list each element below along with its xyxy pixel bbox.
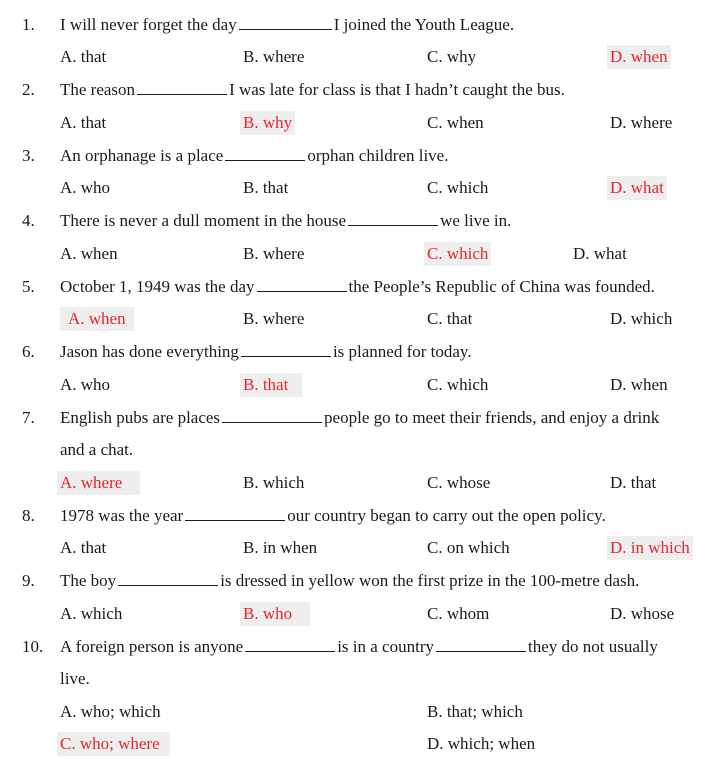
question-10-options-row-1 [0,697,721,727]
option-b[interactable]: B. in when [243,538,318,557]
stem-text: is in a country [337,637,434,656]
option-c[interactable]: C. that [427,309,473,328]
option-c[interactable]: C. which [427,178,489,197]
question-10-stem [0,632,721,662]
question-3-options [0,173,721,203]
option-b-answer[interactable]: B. why [240,111,295,135]
option-a[interactable]: A. who [60,375,111,394]
answer-blank [348,209,438,226]
answer-blank [137,78,227,95]
question-number: 7. [22,408,35,427]
question-number: 2. [22,80,35,99]
option-d[interactable]: D. that [610,473,657,492]
answer-blank [257,275,347,292]
option-b[interactable]: B. where [243,244,305,263]
question-number: 3. [22,146,35,165]
option-b[interactable]: B. where [243,47,305,66]
option-b-answer[interactable]: B. who [240,602,310,626]
option-a-answer[interactable]: A. when [60,307,134,331]
question-6-options [0,370,721,400]
question-4-options [0,239,721,269]
option-b-answer[interactable]: B. that [240,373,302,397]
option-d[interactable]: D. what [573,244,627,263]
answer-blank [225,144,305,161]
question-2-options [0,108,721,138]
option-c[interactable]: C. which [427,375,489,394]
question-7-options [0,468,721,498]
option-b[interactable]: B. where [243,309,305,328]
option-a[interactable]: A. who; which [60,702,161,721]
option-c[interactable]: C. on which [427,538,510,557]
question-5-options [0,304,721,334]
answer-blank [245,635,335,652]
option-a-answer[interactable]: A. where [57,471,140,495]
stem-text: An orphanage is a place [60,146,224,165]
option-d[interactable]: D. when [610,375,668,394]
question-1-stem [0,10,721,40]
question-number: 4. [22,211,35,230]
stem-text: is dressed in yellow won the first prize in the 100-metre dash. [220,571,640,590]
question-number: 9. [22,571,35,590]
answer-blank [436,635,526,652]
answer-blank [118,569,218,586]
question-1-options [0,42,721,72]
stem-text: I will never forget the day [60,15,237,34]
answer-blank [241,340,331,357]
option-c-answer[interactable]: C. who; where [57,732,170,756]
option-d[interactable]: D. where [610,113,673,132]
stem-text: There is never a dull moment in the house [60,211,347,230]
option-b[interactable]: B. that [243,178,289,197]
stem-text: Jason has done everything [60,342,239,361]
question-number: 5. [22,277,35,296]
option-b[interactable]: B. that; which [427,702,523,721]
option-d[interactable]: D. which; when [427,734,536,753]
question-8-options [0,533,721,563]
question-8-stem [0,501,721,531]
option-a[interactable]: A. who [60,178,111,197]
option-d[interactable]: D. which [610,309,673,328]
question-7-continuation [0,435,721,465]
option-c[interactable]: C. when [427,113,484,132]
stem-text: October 1, 1949 was the day [60,277,255,296]
stem-text: orphan children live. [307,146,449,165]
option-d-answer[interactable]: D. what [607,176,667,200]
option-c[interactable]: C. whose [427,473,491,492]
question-7-stem [0,403,721,433]
option-c[interactable]: C. why [427,47,477,66]
stem-text: English pubs are places [60,408,221,427]
stem-text: we live in. [440,211,512,230]
option-c-answer[interactable]: C. which [424,242,491,266]
option-a[interactable]: A. that [60,113,107,132]
option-c[interactable]: C. whom [427,604,490,623]
stem-text: The reason [60,80,136,99]
question-number: 6. [22,342,35,361]
option-d-answer[interactable]: D. in which [607,536,693,560]
stem-text: I was late for class is that I hadn’t caught the bus. [229,80,565,99]
question-5-stem [0,272,721,302]
question-4-stem [0,206,721,236]
question-9-stem [0,566,721,596]
stem-text: and a chat. [60,440,134,459]
option-a[interactable]: A. that [60,47,107,66]
stem-text: A foreign person is anyone [60,637,244,656]
question-6-stem [0,337,721,367]
question-number: 1. [22,15,35,34]
question-number: 8. [22,506,35,525]
option-a[interactable]: A. which [60,604,123,623]
answer-blank [239,13,332,30]
option-a[interactable]: A. that [60,538,107,557]
question-10-options-row-2 [0,729,721,759]
stem-text: live. [60,669,90,688]
stem-text: people go to meet their friends, and enjoy a drink [324,408,660,427]
stem-text: the People’s Republic of China was founded. [348,277,655,296]
option-d-answer[interactable]: D. when [607,45,671,69]
answer-blank [185,504,285,521]
option-a[interactable]: A. when [60,244,118,263]
question-2-stem [0,75,721,105]
stem-text: I joined the Youth League. [333,15,515,34]
question-number: 10. [22,637,44,656]
question-10-continuation [0,664,721,694]
question-9-options [0,599,721,629]
stem-text: our country began to carry out the open policy. [287,506,606,525]
answer-blank [222,406,322,423]
stem-text: is planned for today. [332,342,472,361]
option-d[interactable]: D. whose [610,604,675,623]
stem-text: 1978 was the year [60,506,184,525]
stem-text: they do not usually [527,637,658,656]
stem-text: The boy [60,571,117,590]
question-3-stem [0,141,721,171]
option-b[interactable]: B. which [243,473,305,492]
